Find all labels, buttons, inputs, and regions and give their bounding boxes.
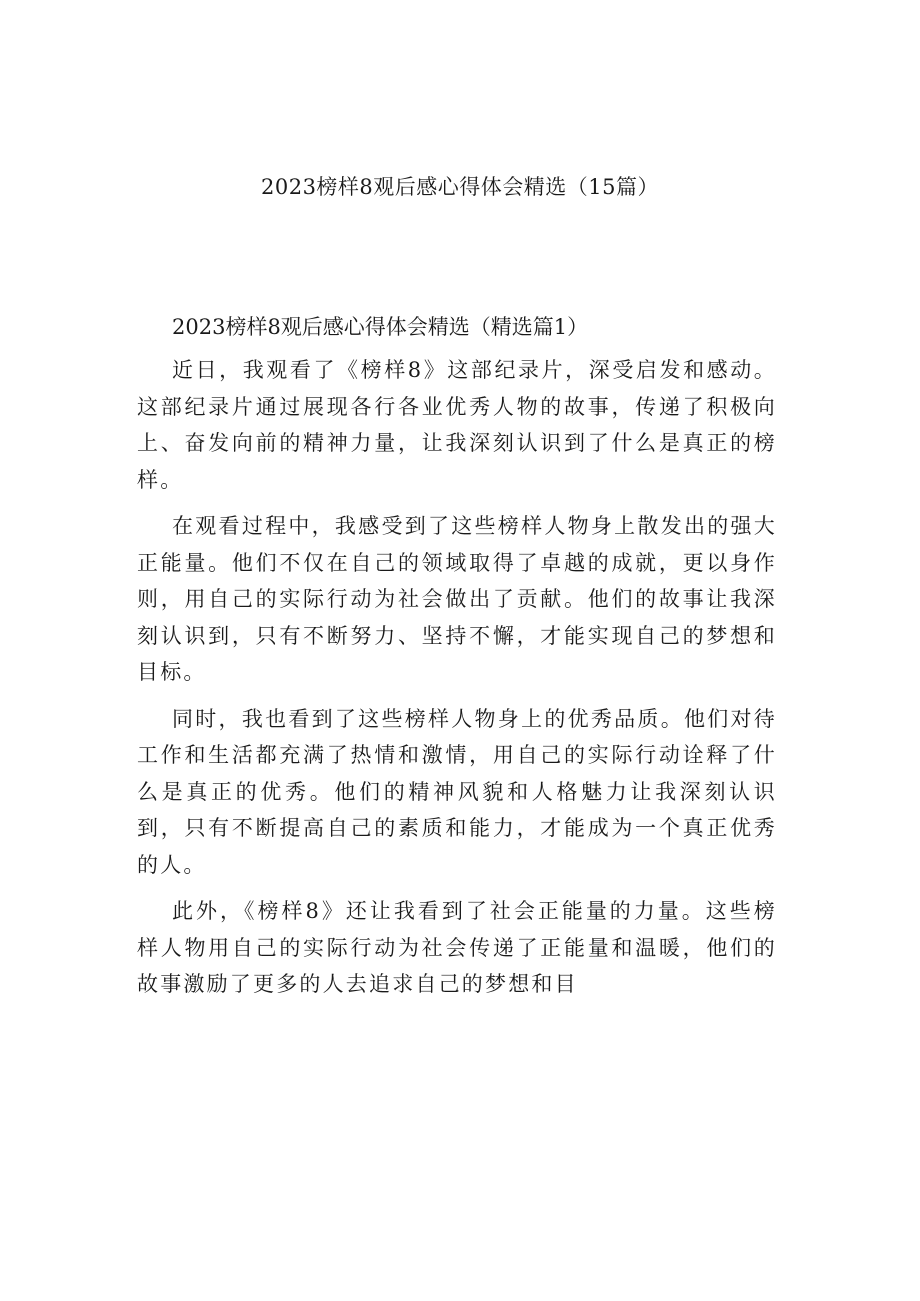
paragraph-2: 在观看过程中，我感受到了这些榜样人物身上散发出的强大正能量。他们不仅在自己的领域取得了卓越的成就，更以身作则，用自己的实际行动为社会做出了贡献。他们的故事让我深刻认识到，只有不断努力、坚持不懈，才能实现自己的梦想和目标。 bbox=[137, 514, 777, 684]
document-body bbox=[137, 312, 777, 1013]
paragraph-4: 此外，《榜样8》还让我看到了社会正能量的力量。这些榜样人物用自己的实际行动为社会传递了正能量和温暖，他们的故事激励了更多的人去追求自己的梦想和目 bbox=[137, 899, 777, 996]
document-title: 2023榜样8观后感心得体会精选（15篇） bbox=[260, 175, 660, 199]
section-heading: 2023榜样8观后感心得体会精选（精选篇1） bbox=[172, 315, 589, 339]
paragraph-3: 同时，我也看到了这些榜样人物身上的优秀品质。他们对待工作和生活都充满了热情和激情，用自己的实际行动诠释了什么是真正的优秀。他们的精神风貌和人格魅力让我深刻认识到，只有不断提高自己的素质和能力，才能成为一个真正优秀的人。 bbox=[137, 706, 777, 877]
paragraph-1: 近日，我观看了《榜样8》这部纪录片，深受启发和感动。这部纪录片通过展现各行各业优秀人物的故事，传递了积极向上、奋发向前的精神力量，让我深刻认识到了什么是真正的榜样。 bbox=[137, 358, 777, 492]
